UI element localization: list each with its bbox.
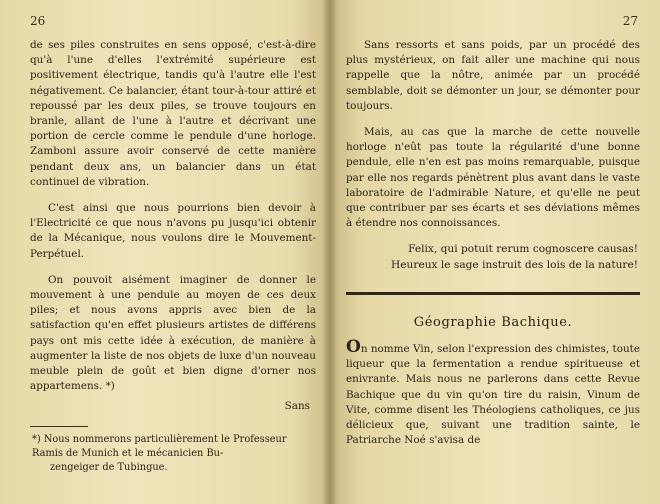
paragraph-5: Mais, au cas que la marche de cette nouvelle horloge n'eût pas toute la régularité d'une bonne pendule, elle n'en est pas moins remarquable, puisque par elle nos regards pénètrent plus avant dans le vaste laboratoire de l'admirable Nature, et qu'elle ne peut que contribuer par ses écarts et ses déviations mêmes à étendre nos connoissances.	[346, 126, 640, 230]
french-quote: Heureux le sage instruit des lois de la nature!	[391, 259, 638, 272]
page-number-left: 26	[30, 14, 46, 28]
section-paragraph	[346, 337, 640, 448]
drop-cap: O	[346, 337, 361, 358]
footnote	[30, 433, 316, 475]
section-text: n nomme Vin, selon l'expression des chimistes, toute liqueur que la fermentation a rendue spiritueuse et enivrante. Mais nous ne parlerons dans cette Revue Bachique que du vin qu'on tire du raisin, Vinum de Vite, comme disent les Théologiens catholiques, ce jus délicieux que, suivant une tradition sainte, le Patriarche Noé s'avisa de	[346, 343, 640, 447]
catchword: Sans	[284, 400, 310, 413]
section-divider	[346, 292, 640, 295]
quote-block	[346, 242, 640, 274]
paragraph-4: Sans ressorts et sans poids, par un procédé des plus mystérieux, on fait aller une machine qui nous rappelle que la nôtre, animée par un procédé semblable, doit se démonter un jour, se démonter pour toujours.	[346, 39, 640, 112]
footnote-line-1: *) Nous nommerons particulièrement le Professeur Ramis de Munich et le mécanicien Bu-	[32, 434, 287, 460]
section-heading: Géographie Bachique.	[413, 315, 573, 331]
paragraph-1: de ses piles construites en sens opposé, c'est-à-dire qu'à l'une d'elles l'extrémité supérieure est positivement électrique, tandis qu'à l'autre elle l'est négativement. Ce balancier, étant tour-à-tour attiré et repoussé par les deux piles, se trouve toujours en branle, allant de l'une à l'autre et décrivant une portion de cercle comme le pendule d'une horloge. Zamboni assure avoir conservé de cette manière pendant deux ans, un balancier dans un état continuel de vibration.	[30, 39, 316, 188]
latin-quote: Felix, qui potuit rerum cognoscere causas!	[408, 243, 638, 256]
paragraph-2: C'est ainsi que nous pourrions bien devoir à l'Electricité ce que nous n'avons pu jusqu'ici obtenir de la Mécanique, nous voulons dire le Mouvement-Perpétuel.	[30, 202, 316, 260]
footnote-rule	[30, 426, 88, 427]
page-number-right: 27	[622, 14, 638, 28]
footnote-line-2: zengeiger de Tubingue.	[50, 462, 168, 474]
right-page	[330, 0, 660, 504]
paragraph-3: On pouvoit aisément imaginer de donner le mouvement à une pendule au moyen de ces deux piles; et nous avons appris avec bien de la satisfaction qu'en effet plusieurs artistes de différens pays ont mis cette idée à exécution, de manière à augmenter la liste de nos objets de luxe d'un nouveau meuble plein de goût et bien digne d'orner nos appartemens. *)	[30, 273, 316, 393]
